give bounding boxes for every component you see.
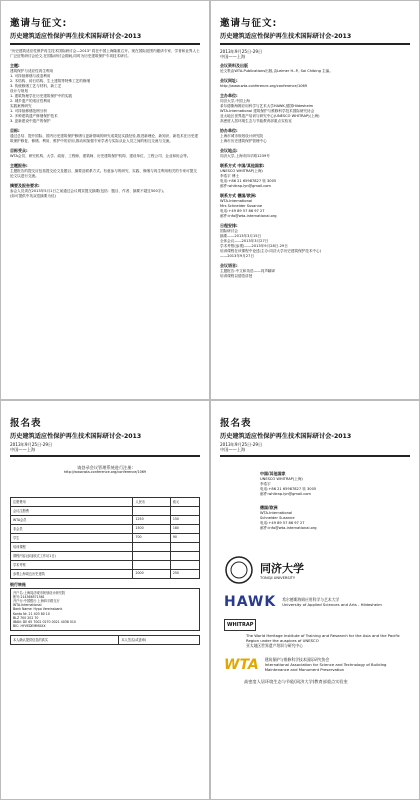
page-title: 邀请与征文:: [220, 18, 278, 29]
table-cell: [133, 560, 170, 569]
table-cell: 会议注册费: [11, 506, 133, 515]
table-row: [11, 560, 200, 569]
table-cell: WTA会员: [11, 515, 133, 524]
table-cell: [170, 551, 199, 560]
logo-hawk: [224, 594, 410, 610]
audience-heading: 目标受众:: [10, 147, 28, 153]
tongji-name-cn: 同济大学: [260, 561, 304, 575]
audience-text: WTA会员、研究机构、大学、政府、工程师、建筑师、历史建筑保护机构、建设单位、工程公司、企业和协会等。: [10, 153, 191, 158]
wta-wordmark: WTA: [224, 656, 259, 673]
submission-heading: 摘要及报告要求:: [10, 182, 40, 188]
register-note: 请登录会议管理系统进行注册:: [77, 464, 133, 470]
report-heading: 主题报告:: [10, 162, 28, 168]
schedule-text: 国际研讨会 摘要——2013年3月15日 全体会议——2013年3月27日 学术考察(参观)——2013年9月28日-29日 培训课程在该课程中论述(主办:同济大学历史建筑保护技术中心) ——2013年9月27日: [220, 228, 322, 258]
contact-cn-heading: 联系方式 中国/其他国家:: [220, 162, 265, 168]
logo-whitrap: [224, 619, 410, 631]
table-cell: 2000: [133, 569, 170, 578]
intro-text: "历史建筑适应性保护再生技术国际研讨会—2013" 将在中国上海隆重召开。现在国际范围内邀请专家、学者和业界人士广泛征集研讨会论文,在国际研讨会期间,同时为历史建筑保护专项技术研讨。: [10, 48, 200, 58]
lab-name: 高密度人居环境生态与节能(同济大学)教育部重点实验室: [244, 678, 348, 684]
co-host-heading: 协办单位:: [220, 127, 238, 133]
table-row: [11, 515, 200, 524]
table-row: [11, 524, 200, 533]
register-url[interactable]: http://www.wta-conference.org/conference/1069: [63, 469, 147, 474]
divider: [220, 43, 410, 45]
table-cell: 180: [170, 524, 199, 533]
language-text: 主题报告:中文和英语——同声翻译 培训课程以德语讲授: [220, 268, 276, 278]
table-cell: 非会员: [11, 524, 133, 533]
page-subtitle: 历史建筑适应性保护再生技术国际研讨会-2013: [220, 433, 352, 440]
website-heading: 会议网址:: [220, 77, 238, 83]
page-title: 邀请与征文:: [10, 18, 68, 29]
page-subtitle: 历史建筑适应性保护再生技术国际研讨会-2013: [10, 433, 142, 440]
bank-details: 开户名:上海同济城市规划设计研究院 账号:214366571561 开户行:中国银行 上海四平路支行 WTA-International Bank Name: Hypo Vereinsbank Konto Nr. 21 403 80 10 BLZ 700 202 70 IBAN: DE 65 7002 0270 0021 4038 010 BIC: HYVEDEMMXXX: [10, 588, 200, 632]
table-row: [11, 551, 200, 560]
table-cell: 人民币: [133, 497, 170, 506]
divider: [10, 455, 200, 457]
signature-table: [10, 635, 200, 645]
table-row: [11, 542, 200, 551]
page-registration-contacts: [210, 400, 420, 800]
venue-text: 同济大学,上海市四平路1239号: [220, 153, 270, 158]
fee-table: [10, 497, 200, 579]
website-link[interactable]: http://www.wta-conference.org/conference/1069: [220, 83, 308, 88]
wta-text: 建筑保护与维修科学技术国际研究协会 International Association for Science and Technology of Building Maintenance and Monument Preservation: [264, 657, 387, 672]
venue-heading: 会议地点:: [220, 147, 238, 153]
submission-text: 参会人员须在2013年5月1日之前通过会议网页提交摘要(包括：题目、作者、摘要不超过500字)。 (如可提供中英双语摘要为佳): [10, 188, 167, 198]
table-cell: [170, 506, 199, 515]
table-cell: [170, 542, 199, 551]
table-cell: 90: [170, 533, 199, 542]
tongji-seal-icon: [224, 555, 254, 585]
logo-wta: [224, 657, 410, 673]
table-cell: 培训课程: [11, 542, 133, 551]
goal-heading: 目标:: [10, 127, 20, 133]
publication-heading: 会议资料及出版: [220, 62, 248, 68]
table-cell: 注册费用: [11, 497, 133, 506]
report-text: 主题报告的提交应包括提交论文及题目、摘要及联系方式。有意参与的研究、实践、修缮与再生利用相关的专家可提交论文以进行交流。: [10, 168, 197, 178]
confirm-label: 本人确认提供信息的真实: [11, 636, 119, 645]
topics-heading: 主题:: [10, 62, 20, 68]
page-registration-form: [0, 400, 210, 800]
table-cell: [133, 542, 170, 551]
contact-eu-heading: 联系方式 德国/欧洲:: [220, 192, 257, 198]
table-row: [11, 497, 200, 506]
topics-text: 建筑保护与适应性再生利用 1. 可持续修缮与改造利用 2. 木结构、砖石结构、生土建筑等特殊工艺的修缮 3. 传统修缮工艺与材料、新工艺 设计与规划 1. 建筑物理学在历史建筑保护中的实践 2. 城乡遗产的适应性利用 实践案例研究 1. 可持续修缮范例分析 2. 多种建筑遗产修缮保护技术 3. 更新建设中遗产的保护: [10, 68, 91, 123]
place-text: 中国——上海: [10, 447, 36, 452]
contact-cn-text: UNESCO WHITRAP(上海) 李浩宇 博士 电话:+86 21 65987827 转 3005 邮件:whitrap.lyn@gmail.com: [220, 168, 277, 188]
contact-eu-heading: 德国/欧洲: [260, 504, 278, 510]
whitrap-mark: WHITRAP: [224, 619, 256, 631]
contact-eu-text: WTA-International Mrs Schneider Susanne 电话:+49 89 57 86 97 27 邮件:info@wta-international.org: [220, 198, 277, 218]
table-cell: 700: [133, 533, 170, 542]
date-place: 2013年9月25日-29日 中国——上海: [220, 48, 263, 59]
page-invitation-right: [210, 0, 420, 400]
page-title: 报名表: [220, 418, 252, 429]
page-subtitle: 历史建筑适应性保护再生技术国际研讨会-2013: [220, 33, 352, 40]
page-subtitle: 历史建筑适应性保护再生技术国际研讨会-2013: [10, 33, 142, 40]
hawk-wordmark: HAWK: [224, 593, 277, 610]
hawk-text: 希尔德斯海姆应用科学与艺术大学 University of Applied Sciences and Arts - Hildesheim: [282, 596, 382, 607]
tongji-name-en: TONGJI UNIVERSITY: [260, 575, 296, 580]
whitrap-text: The World Heritage Institute of Training and Research for the Asia and the Pacific Region under the auspices of UNESCO 亚太地区世界遗产培训与研究中心: [246, 632, 400, 648]
table-cell: 欧元: [170, 497, 199, 506]
table-cell: [170, 560, 199, 569]
logo-tongji: [224, 555, 410, 585]
contact-cn-heading: 中国/其他国家: [260, 470, 286, 476]
table-cell: 学术考察: [11, 560, 133, 569]
bank-heading: 银行转账: [10, 581, 26, 587]
table-cell: 150: [170, 515, 199, 524]
schedule-heading: 日程安排:: [220, 222, 238, 228]
contact-eu-text: WTA-International Schneider Susanne 电话:+49 89 57 86 97 27 邮件:info@wta-international.org: [260, 510, 317, 530]
table-row: [11, 506, 200, 515]
table-row: [11, 569, 200, 578]
date-text: 2013年9月25日-29日: [10, 442, 53, 447]
signature-label: 本人签名(或盖章): [119, 636, 200, 645]
table-row: [11, 533, 200, 542]
host-heading: 主办单位:: [220, 92, 238, 98]
language-heading: 会议语言:: [220, 262, 238, 268]
page-title: 报名表: [10, 418, 42, 429]
goal-text: 通过总结、提升国际、国内历史建筑保护修缮与更新领域的研究成果及实践经验,推进新理论、新知识、新技术在历史建筑保护修复、修缮、利用、维护中的应用,推动和加强专家学者与实际从业人员之间的相互交流与交流。: [10, 133, 199, 143]
date-place: 2013年9月25日-29日 中国——上海: [220, 442, 263, 452]
table-cell: 250: [170, 569, 199, 578]
publication-text: 论文集由WTA-Publications出版,由Leimer H.-P., Sai Chibing 主编。: [220, 68, 333, 73]
table-cell: [133, 551, 170, 560]
page-invitation-left: [0, 0, 210, 400]
co-host-text: 上海市城市规划设计研究院 上海市历史建筑保护管理中心: [220, 133, 267, 143]
table-cell: [133, 506, 170, 515]
host-text: 同济大学,中国上海 希尔德斯海姆应用科学与艺术大学HAWK,德国Hildesheim WTA-International 建筑保护与维修科学技术国际研究协会 亚太地区世界遗产培训与研究中心(UNESCO WHITRAP)(上海) 高密度人居环境生态与节能教育部重点实验室: [220, 98, 320, 123]
contact-cn-text: UNESCO WHITRAP(上海) 李浩宇 电话:+86 21 65987827 转 3005 邮件:whitrap.lyn@gmail.com: [260, 476, 317, 496]
table-cell: 参观上海周边历史建筑: [11, 569, 133, 578]
table-cell: 1500: [133, 524, 170, 533]
divider: [220, 455, 410, 457]
table-cell: 学生: [11, 533, 133, 542]
divider: [10, 43, 200, 45]
table-cell: 1250: [133, 515, 170, 524]
table-cell: 课程内容(参加欧式工作坊1日): [11, 551, 133, 560]
